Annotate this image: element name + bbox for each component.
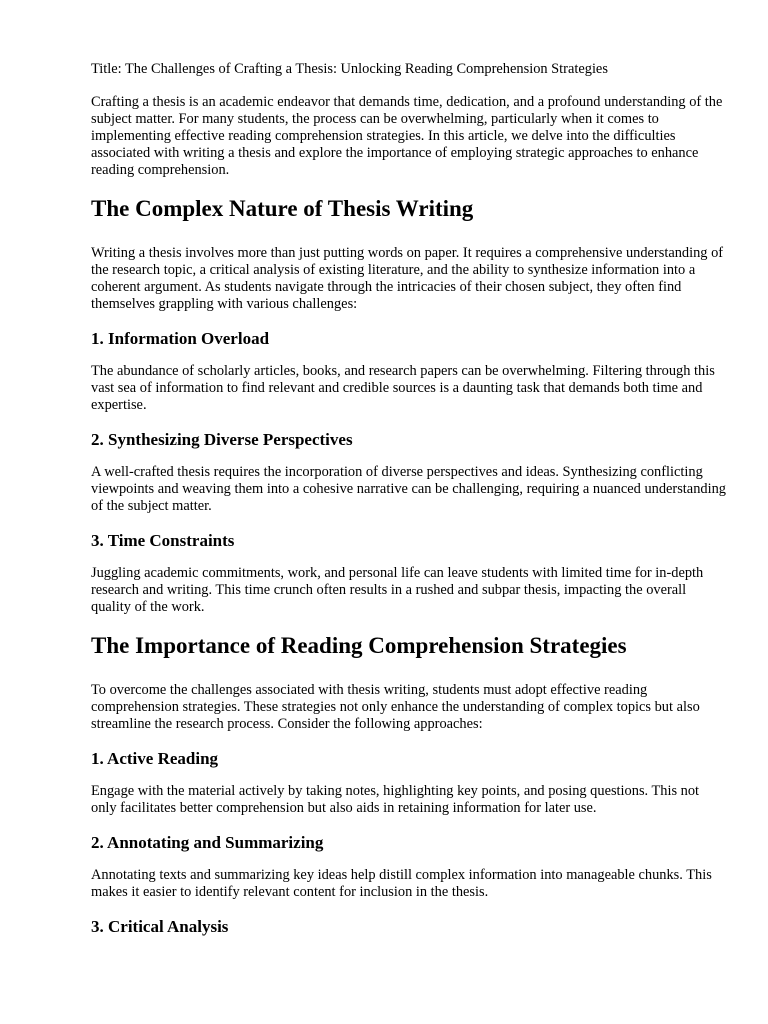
subheading-information-overload: 1. Information Overload — [91, 329, 270, 348]
paragraph-annotating-summarizing: Annotating texts and summarizing key ideas help distill complex information into manageable chunks. This makes it easier to identify relevant content for inclusion in the thesis. — [91, 867, 712, 900]
paragraph-information-overload: The abundance of scholarly articles, books, and research papers can be overwhelming. Filtering through this vast sea of information to find relevant and credible sources is a daunting task that demands both time and expertise. — [91, 363, 715, 413]
subheading-active-reading: 1. Active Reading — [91, 749, 219, 768]
subheading-synthesizing-perspectives: 2. Synthesizing Diverse Perspectives — [91, 430, 353, 449]
document-title-line: Title: The Challenges of Crafting a Thesis: Unlocking Reading Comprehension Strategies — [91, 61, 608, 77]
paragraph-active-reading: Engage with the material actively by taking notes, highlighting key points, and posing questions. This not only facilitates better comprehension but also aids in retaining information for later use. — [91, 783, 700, 816]
subheading-time-constraints: 3. Time Constraints — [91, 531, 235, 550]
section-intro-complex-nature: Writing a thesis involves more than just putting words on paper. It requires a comprehensive understanding of the research topic, a critical analysis of existing literature, and the ability to synthesize information into a coherent argument. As students navigate through the intricacies of their chosen subject, they often find themselves grappling with various challenges: — [91, 245, 724, 312]
intro-paragraph: Crafting a thesis is an academic endeavor that demands time, dedication, and a profound understanding of the subject matter. For many students, the process can be overwhelming, particularly when it comes to implementing effective reading comprehension strategies. In this article, we delve into the difficulties associated with writing a thesis and explore the importance of employing strategic approaches to enhance reading comprehension. — [91, 94, 723, 178]
subheading-critical-analysis: 3. Critical Analysis — [91, 917, 229, 936]
paragraph-time-constraints: Juggling academic commitments, work, and personal life can leave students with limited time for in-depth research and writing. This time crunch often results in a rushed and subpar thesis, impacting the overall quality of the work. — [91, 565, 704, 615]
section-intro-reading-strategies: To overcome the challenges associated with thesis writing, students must adopt effective reading comprehension strategies. These strategies not only enhance the understanding of complex topics but also streamline the research process. Consider the following approaches: — [91, 682, 700, 732]
subheading-annotating-summarizing: 2. Annotating and Summarizing — [91, 833, 324, 852]
paragraph-synthesizing-perspectives: A well-crafted thesis requires the incorporation of diverse perspectives and ideas. Synthesizing conflicting viewpoints and weaving them into a cohesive narrative can be challenging, requiring a nuanced understanding of the subject matter. — [91, 464, 726, 514]
section-heading-reading-strategies: The Importance of Reading Comprehension Strategies — [91, 633, 627, 658]
section-heading-complex-nature: The Complex Nature of Thesis Writing — [91, 196, 474, 221]
